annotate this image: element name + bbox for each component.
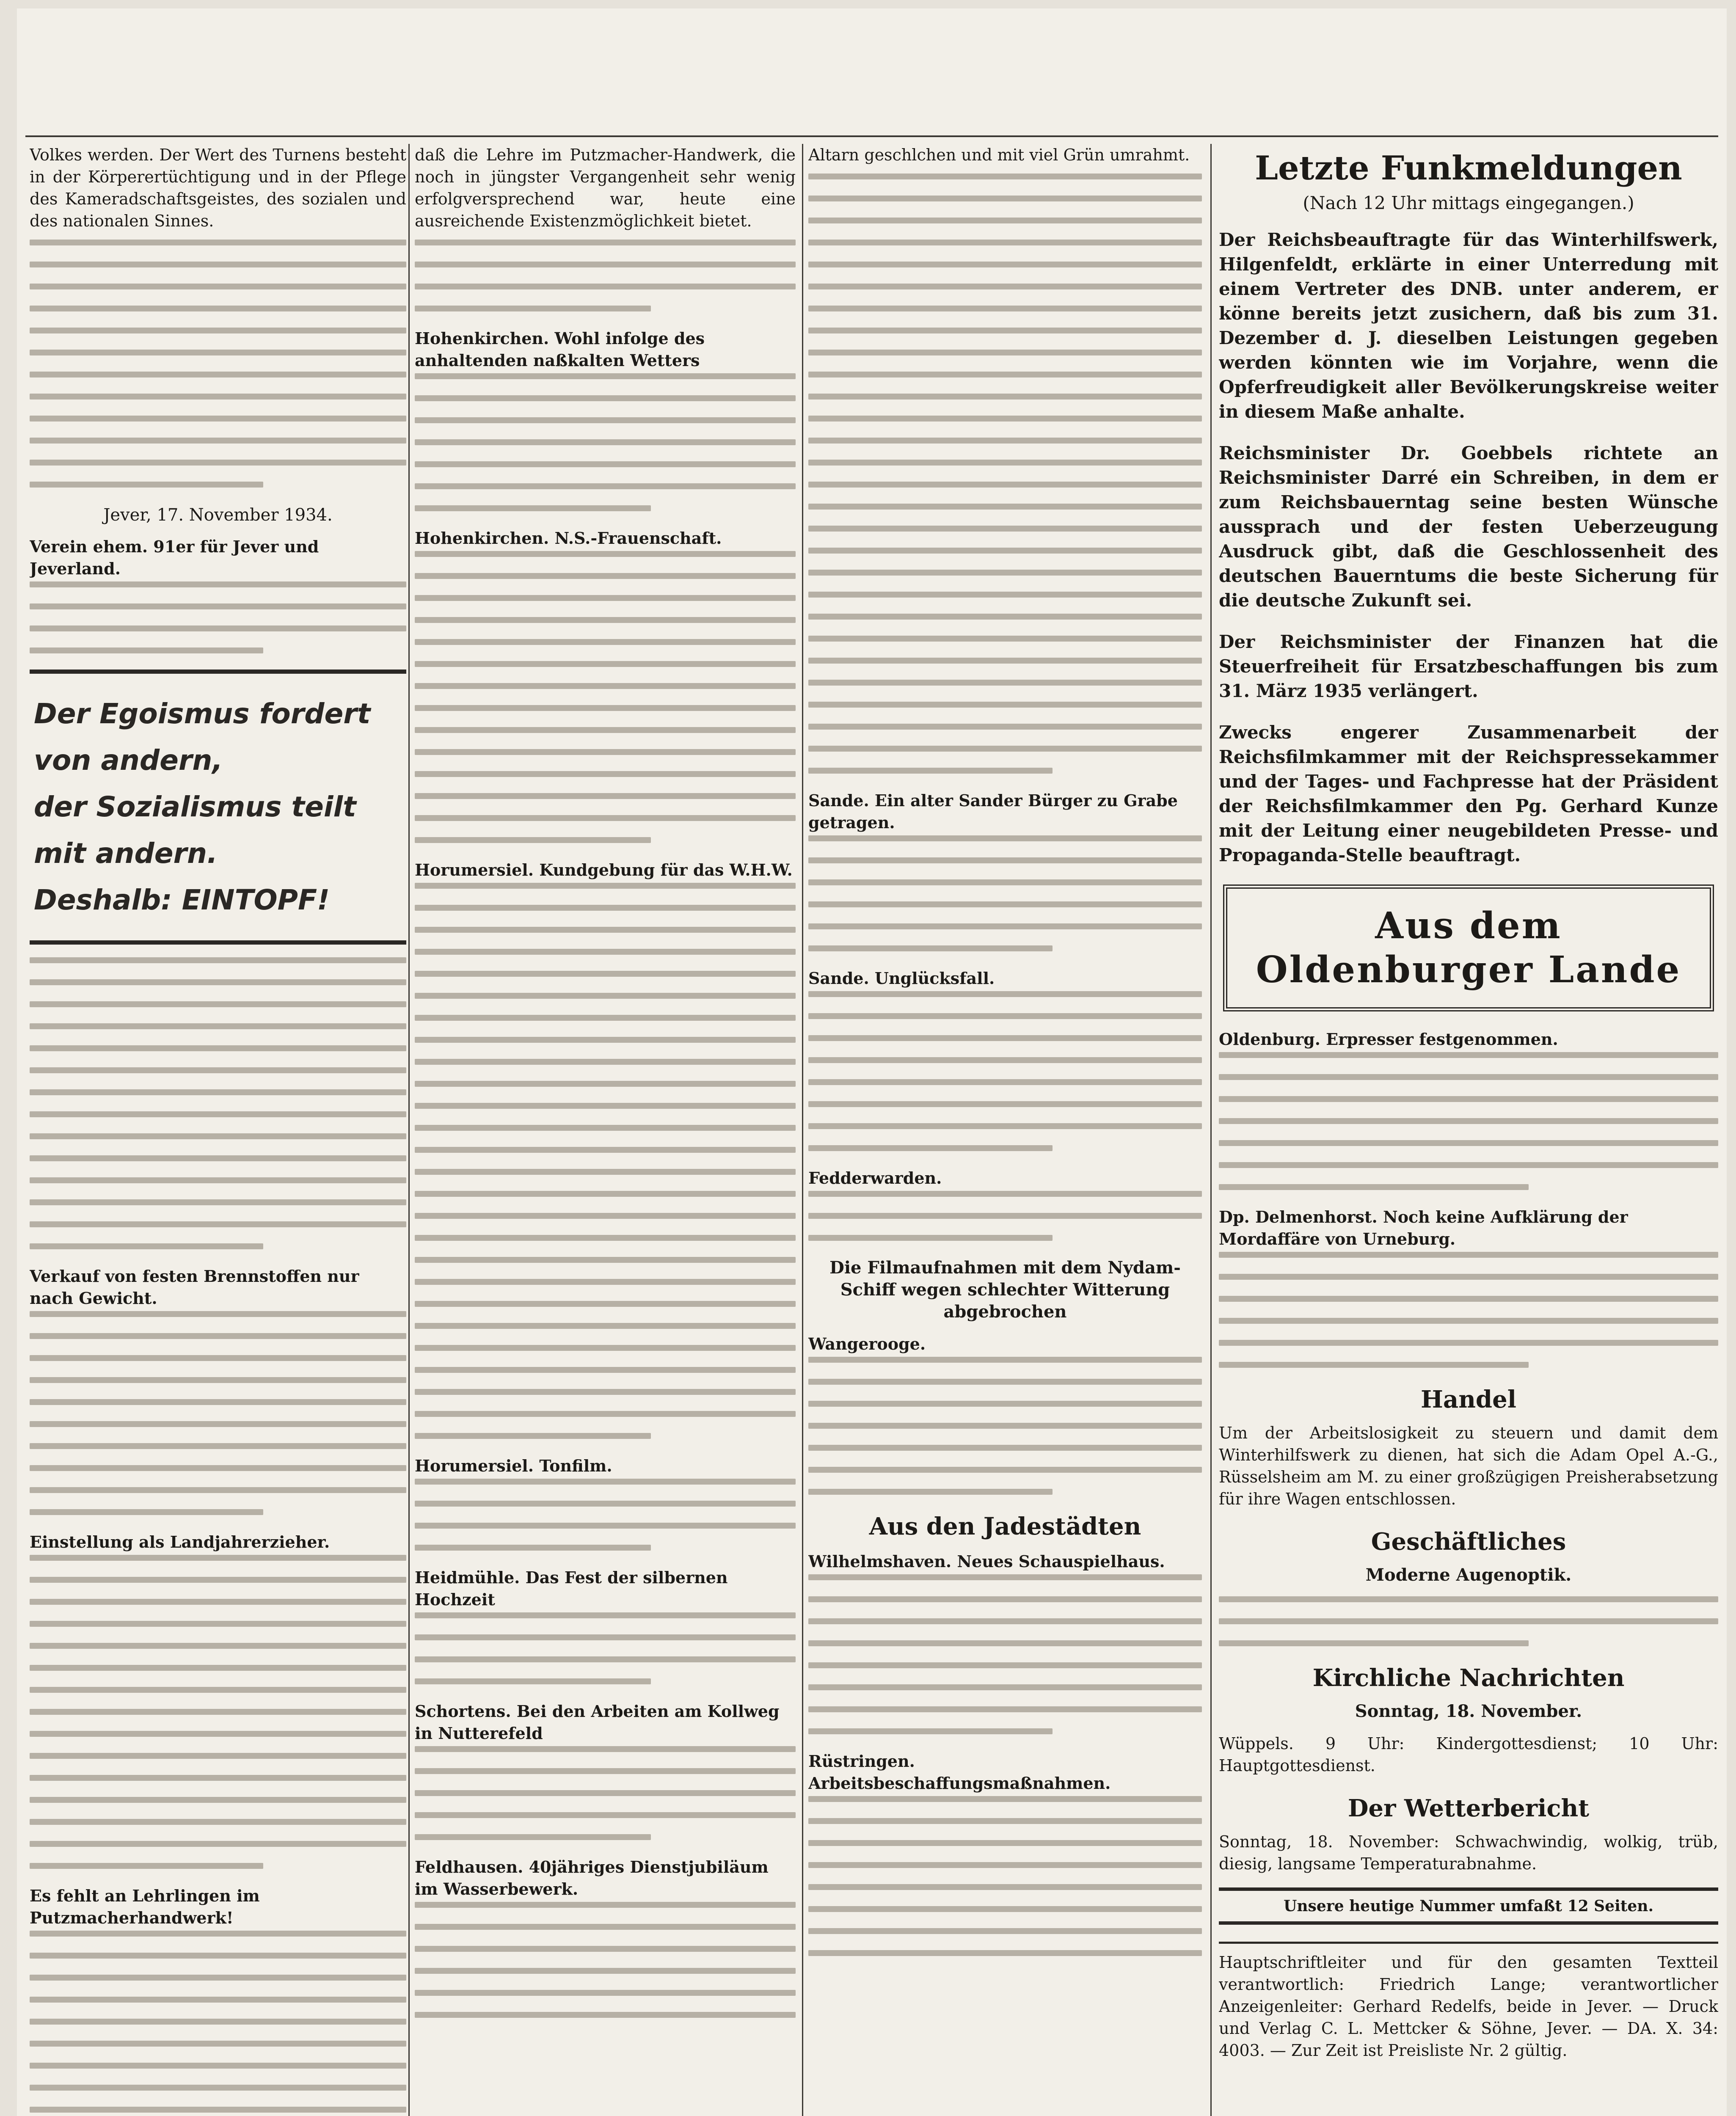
jadestaedten-heading: Aus den Jadestädten [869, 1513, 1141, 1540]
column-rule-3 [1210, 144, 1212, 2116]
col-a-opening: Volkes werden. Der Wert des Turnens besteht in der Körperertüchtigung und in der Pflege des Kameradschaftsgeistes, des sozialen und des nationalen Sinnes. [30, 146, 406, 230]
funk-item-2: Reichsminister Dr. Goebbels richtete an Reichsminister Darré ein Schreiben, in dem er zum Reichsbauerntag seine besten Wünsche aussprach und der festen Ueberzeugung Ausdruck gibt, daß die Geschlossenheit des deutschen Bauerntums die beste Sicherung für die deutsche Zukunft sei. [1219, 443, 1718, 611]
wilhelmshaven-heading: Wilhelmshaven. Neues Schauspielhaus. [808, 1552, 1165, 1571]
column-b [415, 144, 796, 2116]
imprint-text: Hauptschriftleiter und für den gesamten Textteil verantwortlich: Friedrich Lange; verantwortlicher Anzeigenleiter: Gerhard Redelfs, beide in Jever. — Druck und Verlag C. L. Mettcker & Söhne, Jever. — DA. X. 34: 4003. — Zur Zeit ist Preisliste Nr. 2 gültig. [1219, 1953, 1718, 2060]
eintopf-line-3: Deshalb: EINTOPF! [34, 884, 330, 916]
col-a-text-block-4 [30, 1311, 406, 1515]
handel-title: Handel [1421, 1386, 1516, 1413]
col-a-text-block-5 [30, 1555, 406, 1869]
col-c-opening: Altarn geschlchen und mit viel Grün umrahmt. [808, 146, 1190, 164]
verkauf-heading: Verkauf von festen Brennstoffen nur nach Gewicht. [30, 1267, 359, 1308]
augenoptik-subtitle: Moderne Augenoptik. [1365, 1565, 1572, 1585]
column-c [808, 144, 1202, 2116]
col-b-text-block-2 [415, 373, 796, 511]
col-b-opening: daß die Lehre im Putzmacher-Handwerk, die noch in jüngster Vergangenheit sehr wenig erfolgversprechend war, heute eine ausreichende Existenzmöglichkeit bietet. [415, 146, 796, 230]
fedderwarden-heading: Fedderwarden. [808, 1168, 942, 1187]
sande-1-heading: Sande. Ein alter Sander Bürger zu Grabe getragen. [808, 791, 1178, 832]
kirche-date: Sonntag, 18. November. [1355, 1701, 1582, 1721]
col-c-text-block-3 [808, 991, 1202, 1151]
verein-heading: Verein ehem. 91er für Jever und Jeverland. [30, 537, 319, 578]
col-b-text-block-6 [415, 1612, 796, 1684]
sande-2-heading: Sande. Unglücksfall. [808, 969, 995, 988]
imprint-box [1219, 1942, 1718, 2061]
kirche-text: Wüppels. 9 Uhr: Kindergottesdienst; 10 Uhr: Hauptgottesdienst. [1219, 1734, 1718, 1775]
filmaufnahmen-heading: Die Filmaufnahmen mit dem Nydam-Schiff wegen schlechter Witterung abgebrochen [829, 1258, 1181, 1322]
geschaeftliches-title: Geschäftliches [1371, 1528, 1566, 1556]
kirchliche-nachrichten-title: Kirchliche Nachrichten [1312, 1664, 1625, 1692]
col-d-text-block-1 [1219, 1052, 1718, 1190]
funk-item-4: Zwecks engerer Zusammenarbeit der Reichsfilmkammer mit der Reichspressekammer und der Tages- und Fachpresse hat der Präsident der Reichsfilmkammer den Pg. Gerhard Kunze mit der Leitung einer neugebildeten Presse- und Propaganda-Stelle beauftragt. [1219, 722, 1718, 865]
funkmeldungen-title: Letzte Funkmeldungen [1255, 149, 1682, 187]
delmenhorst-heading: Dp. Delmenhorst. Noch keine Aufklärung der Mordaffäre von Urneburg. [1219, 1207, 1628, 1248]
hohenkirchen-2-heading: Hohenkirchen. N.S.-Frauenschaft. [415, 529, 722, 548]
wetterbericht-text: Sonntag, 18. November: Schwachwindig, wolkig, trüb, diesig, langsame Temperaturabnahme. [1219, 1832, 1718, 1873]
wetterbericht-title: Der Wetterbericht [1347, 1794, 1590, 1822]
col-a-text-block-6 [30, 1931, 406, 2116]
einstellung-heading: Einstellung als Landjahrerzieher. [30, 1532, 330, 1551]
col-b-text-block-3 [415, 551, 796, 843]
page-count-notice: Unsere heutige Nummer umfaßt 12 Seiten. [1219, 1887, 1718, 1925]
horumersiel-2-heading: Horumersiel. Tonfilm. [415, 1456, 612, 1475]
column-rule-1 [408, 144, 410, 2116]
column-rule-2 [802, 144, 803, 2116]
oldenburg-heading: Oldenburg. Erpresser festgenommen. [1219, 1030, 1558, 1049]
horumersiel-1-heading: Horumersiel. Kundgebung für das W.H.W. [415, 860, 793, 879]
col-b-text-block-4 [415, 883, 796, 1439]
column-a [30, 144, 406, 2116]
top-rule [25, 135, 1718, 137]
col-c-text-block-6 [808, 1574, 1202, 1734]
funk-item-3: Der Reichsminister der Finanzen hat die Steuerfreiheit für Ersatzbeschaffungen bis zum 31. März 1935 verlängert. [1219, 631, 1718, 701]
funkmeldungen-subtitle: (Nach 12 Uhr mittags eingegangen.) [1303, 193, 1634, 213]
col-d-text-block-3 [1219, 1596, 1718, 1646]
col-a-text-block-3 [30, 957, 406, 1249]
col-a-text-block-2 [30, 581, 406, 653]
lehrlinge-heading: Es fehlt an Lehrlingen im Putzmacherhandwerk! [30, 1886, 260, 1927]
oldenburger-lande-title: Aus dem Oldenburger Lande [1223, 884, 1714, 1011]
col-d-text-block-2 [1219, 1252, 1718, 1368]
eintopf-line-2: der Sozialismus teilt mit andern. [34, 791, 356, 870]
col-a-text-block-1 [30, 240, 406, 488]
feldhausen-heading: Feldhausen. 40jähriges Dienstjubiläum im Wasserbewerk. [415, 1857, 769, 1898]
handel-text: Um der Arbeitslosigkeit zu steuern und damit dem Winterhilfswerk zu dienen, hat sich die Adam Opel A.-G., Rüsselsheim am M. zu einer großzügigen Preisherabsetzung für ihre Wagen entschlossen. [1219, 1424, 1718, 1508]
col-b-text-block-7 [415, 1746, 796, 1840]
schortens-heading: Schortens. Bei den Arbeiten am Kollweg in Nutterefeld [415, 1702, 780, 1743]
heidmuehle-heading: Heidmühle. Das Fest der silbernen Hochzeit [415, 1568, 728, 1609]
hohenkirchen-1-heading: Hohenkirchen. Wohl infolge des anhaltenden naßkalten Wetters [415, 329, 705, 370]
eintopf-notice [30, 670, 406, 945]
newspaper-page [17, 8, 1727, 2116]
col-c-text-block-7 [808, 1796, 1202, 1956]
column-d [1219, 144, 1718, 2116]
col-c-text-block-4 [808, 1191, 1202, 1241]
col-b-text-block-5 [415, 1479, 796, 1551]
col-c-text-block-5 [808, 1357, 1202, 1495]
col-b-text-block-1 [415, 240, 796, 311]
dateline: Jever, 17. November 1934. [103, 505, 333, 525]
wangerooge-heading: Wangerooge. [808, 1334, 926, 1353]
col-c-text-block-2 [808, 835, 1202, 951]
funk-item-1: Der Reichsbeauftragte für das Winterhilfswerk, Hilgenfeldt, erklärte in einer Unterredung mit einem Vertreter des DNB. unter anderem, er könne bereits jetzt zusichern, daß bis zum 31. Dezember d. J. dieselben Leistungen gegeben werden könnten wie im Vorjahre, wenn die Opferfreudigkeit aller Bevölkerungskreise weiter in diesem Maße anhalte. [1219, 229, 1718, 422]
col-c-text-block-1 [808, 174, 1202, 774]
rustringen-heading: Rüstringen. Arbeitsbeschaffungsmaßnahmen. [808, 1752, 1111, 1793]
col-b-text-block-8 [415, 1902, 796, 2018]
eintopf-line-1: Der Egoismus fordert von andern, [34, 697, 371, 777]
